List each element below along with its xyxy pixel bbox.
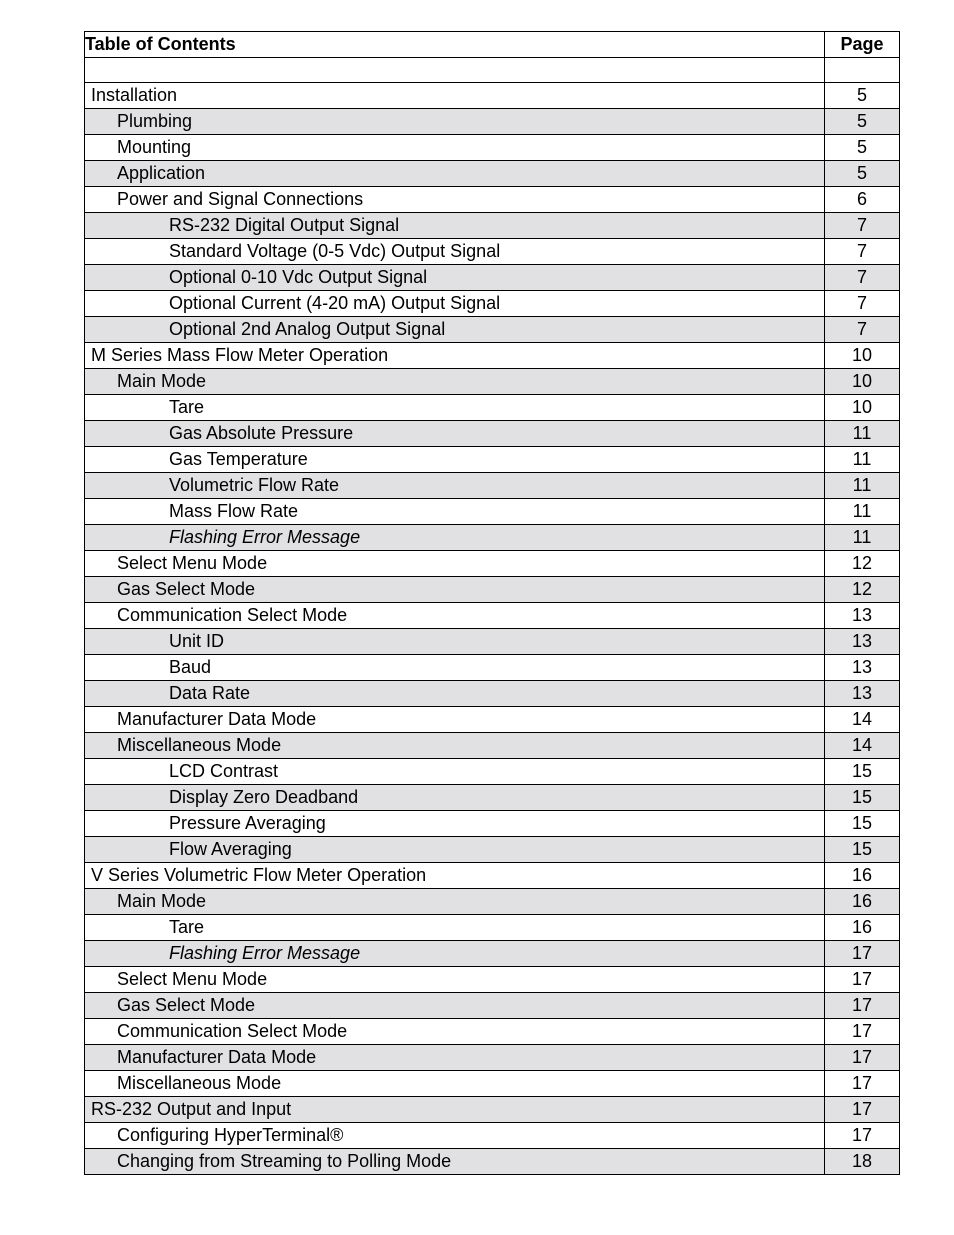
toc-entry-page: 17 bbox=[825, 1045, 900, 1071]
toc-entry-row bbox=[85, 1045, 900, 1071]
toc-entry-row bbox=[85, 395, 900, 421]
toc-entry-row bbox=[85, 889, 900, 915]
toc-entry-title: Baud bbox=[85, 655, 825, 681]
toc-entry-page: 11 bbox=[825, 499, 900, 525]
toc-entry-title: Miscellaneous Mode bbox=[85, 733, 825, 759]
toc-entry-row bbox=[85, 187, 900, 213]
toc-entry-page: 7 bbox=[825, 239, 900, 265]
toc-entry-page: 10 bbox=[825, 369, 900, 395]
toc-entry-page: 7 bbox=[825, 291, 900, 317]
toc-entry-page: 17 bbox=[825, 1019, 900, 1045]
toc-entry-row bbox=[85, 655, 900, 681]
toc-entry-page: 13 bbox=[825, 629, 900, 655]
toc-entry-row bbox=[85, 1019, 900, 1045]
toc-entry-row bbox=[85, 915, 900, 941]
toc-entry-row bbox=[85, 499, 900, 525]
toc-header-page: Page bbox=[825, 32, 900, 58]
toc-entry-page: 16 bbox=[825, 863, 900, 889]
toc-entry-title: RS-232 Output and Input bbox=[85, 1097, 825, 1123]
toc-entry-title: Plumbing bbox=[85, 109, 825, 135]
toc-entry-page: 15 bbox=[825, 759, 900, 785]
toc-entry-page: 17 bbox=[825, 1071, 900, 1097]
toc-entry-title: Data Rate bbox=[85, 681, 825, 707]
toc-entry-row bbox=[85, 1097, 900, 1123]
toc-header-row bbox=[85, 32, 900, 58]
toc-entry-row bbox=[85, 681, 900, 707]
toc-entry-row bbox=[85, 447, 900, 473]
toc-entry-title: Unit ID bbox=[85, 629, 825, 655]
toc-entry-title: Standard Voltage (0-5 Vdc) Output Signal bbox=[85, 239, 825, 265]
toc-entry-page: 11 bbox=[825, 421, 900, 447]
toc-entry-page: 10 bbox=[825, 395, 900, 421]
toc-entry-title: Select Menu Mode bbox=[85, 551, 825, 577]
toc-entry-title: Optional 0-10 Vdc Output Signal bbox=[85, 265, 825, 291]
toc-entry-row bbox=[85, 525, 900, 551]
toc-entry-page: 18 bbox=[825, 1149, 900, 1175]
toc-entry-row bbox=[85, 291, 900, 317]
toc-entry-row bbox=[85, 811, 900, 837]
toc-entry-row bbox=[85, 759, 900, 785]
toc-entry-title: Communication Select Mode bbox=[85, 1019, 825, 1045]
toc-entry-title: Communication Select Mode bbox=[85, 603, 825, 629]
toc-entry-title: Tare bbox=[85, 395, 825, 421]
toc-entry-row bbox=[85, 317, 900, 343]
toc-entry-page: 12 bbox=[825, 551, 900, 577]
toc-entry-page: 7 bbox=[825, 317, 900, 343]
toc-entry-row bbox=[85, 863, 900, 889]
toc-entry-page: 17 bbox=[825, 941, 900, 967]
toc-entry-row bbox=[85, 369, 900, 395]
toc-entry-row bbox=[85, 1123, 900, 1149]
toc-entry-row bbox=[85, 629, 900, 655]
toc-entry-page: 7 bbox=[825, 213, 900, 239]
toc-entry-page: 13 bbox=[825, 655, 900, 681]
toc-entry-row bbox=[85, 109, 900, 135]
toc-entry-title: V Series Volumetric Flow Meter Operation bbox=[85, 863, 825, 889]
toc-blank-row bbox=[85, 58, 900, 83]
toc-entry-page: 5 bbox=[825, 161, 900, 187]
toc-entry-title: Tare bbox=[85, 915, 825, 941]
toc-entry-title: Application bbox=[85, 161, 825, 187]
toc-entry-title: Mass Flow Rate bbox=[85, 499, 825, 525]
toc-entry-row bbox=[85, 967, 900, 993]
toc-entry-title: Main Mode bbox=[85, 369, 825, 395]
toc-entry-row bbox=[85, 785, 900, 811]
toc-entry-title: M Series Mass Flow Meter Operation bbox=[85, 343, 825, 369]
toc-entry-row bbox=[85, 707, 900, 733]
toc-entry-title: Manufacturer Data Mode bbox=[85, 1045, 825, 1071]
toc-entry-row bbox=[85, 733, 900, 759]
toc-entry-title: Manufacturer Data Mode bbox=[85, 707, 825, 733]
toc-entry-page: 11 bbox=[825, 525, 900, 551]
toc-entry-page: 11 bbox=[825, 473, 900, 499]
table-of-contents bbox=[84, 31, 900, 1175]
toc-entry-page: 10 bbox=[825, 343, 900, 369]
toc-entry-title: Flashing Error Message bbox=[85, 525, 825, 551]
toc-entry-page: 7 bbox=[825, 265, 900, 291]
toc-entry-page: 11 bbox=[825, 447, 900, 473]
toc-entry-row bbox=[85, 239, 900, 265]
toc-entry-row bbox=[85, 577, 900, 603]
toc-entry-page: 17 bbox=[825, 967, 900, 993]
toc-entry-page: 16 bbox=[825, 915, 900, 941]
toc-entry-row bbox=[85, 993, 900, 1019]
toc-entry-page: 5 bbox=[825, 109, 900, 135]
toc-entry-row bbox=[85, 421, 900, 447]
toc-entry-title: Main Mode bbox=[85, 889, 825, 915]
toc-entry-row bbox=[85, 265, 900, 291]
toc-entry-page: 14 bbox=[825, 733, 900, 759]
toc-entry-page: 5 bbox=[825, 135, 900, 161]
toc-entry-page: 17 bbox=[825, 1123, 900, 1149]
toc-entry-row bbox=[85, 343, 900, 369]
toc-entry-title: Gas Absolute Pressure bbox=[85, 421, 825, 447]
toc-entry-title: Power and Signal Connections bbox=[85, 187, 825, 213]
toc-entry-title: Select Menu Mode bbox=[85, 967, 825, 993]
toc-entry-page: 16 bbox=[825, 889, 900, 915]
toc-entry-row bbox=[85, 551, 900, 577]
toc-entry-title: Optional 2nd Analog Output Signal bbox=[85, 317, 825, 343]
toc-entry-row bbox=[85, 1149, 900, 1175]
toc-entry-page: 14 bbox=[825, 707, 900, 733]
toc-entry-title: Flashing Error Message bbox=[85, 941, 825, 967]
toc-entry-page: 12 bbox=[825, 577, 900, 603]
toc-entry-row bbox=[85, 83, 900, 109]
toc-entry-title: Mounting bbox=[85, 135, 825, 161]
toc-entry-page: 15 bbox=[825, 785, 900, 811]
toc-entry-title: Miscellaneous Mode bbox=[85, 1071, 825, 1097]
toc-entry-row bbox=[85, 941, 900, 967]
toc-entry-title: Optional Current (4-20 mA) Output Signal bbox=[85, 291, 825, 317]
toc-entry-page: 15 bbox=[825, 811, 900, 837]
toc-header-title: Table of Contents bbox=[85, 32, 825, 58]
toc-entry-row bbox=[85, 603, 900, 629]
toc-entry-row bbox=[85, 837, 900, 863]
toc-entry-title: Volumetric Flow Rate bbox=[85, 473, 825, 499]
toc-entry-page: 13 bbox=[825, 603, 900, 629]
toc-entry-title: Flow Averaging bbox=[85, 837, 825, 863]
toc-blank-page-cell bbox=[825, 58, 900, 83]
toc-entry-title: Configuring HyperTerminal® bbox=[85, 1123, 825, 1149]
toc-entry-row bbox=[85, 473, 900, 499]
toc-entry-row bbox=[85, 213, 900, 239]
toc-entry-page: 17 bbox=[825, 993, 900, 1019]
toc-entry-title: Gas Select Mode bbox=[85, 993, 825, 1019]
toc-entry-title: Pressure Averaging bbox=[85, 811, 825, 837]
toc-entry-title: RS-232 Digital Output Signal bbox=[85, 213, 825, 239]
toc-entry-title: Changing from Streaming to Polling Mode bbox=[85, 1149, 825, 1175]
toc-entry-row bbox=[85, 1071, 900, 1097]
toc-entry-page: 15 bbox=[825, 837, 900, 863]
toc-entry-title: Installation bbox=[85, 83, 825, 109]
toc-entry-page: 13 bbox=[825, 681, 900, 707]
toc-entry-title: Display Zero Deadband bbox=[85, 785, 825, 811]
toc-entry-title: LCD Contrast bbox=[85, 759, 825, 785]
toc-entry-page: 17 bbox=[825, 1097, 900, 1123]
toc-entry-title: Gas Temperature bbox=[85, 447, 825, 473]
toc-entry-page: 5 bbox=[825, 83, 900, 109]
toc-entry-row bbox=[85, 135, 900, 161]
toc-entry-row bbox=[85, 161, 900, 187]
toc-entry-page: 6 bbox=[825, 187, 900, 213]
toc-blank-cell bbox=[85, 58, 825, 83]
toc-entry-title: Gas Select Mode bbox=[85, 577, 825, 603]
